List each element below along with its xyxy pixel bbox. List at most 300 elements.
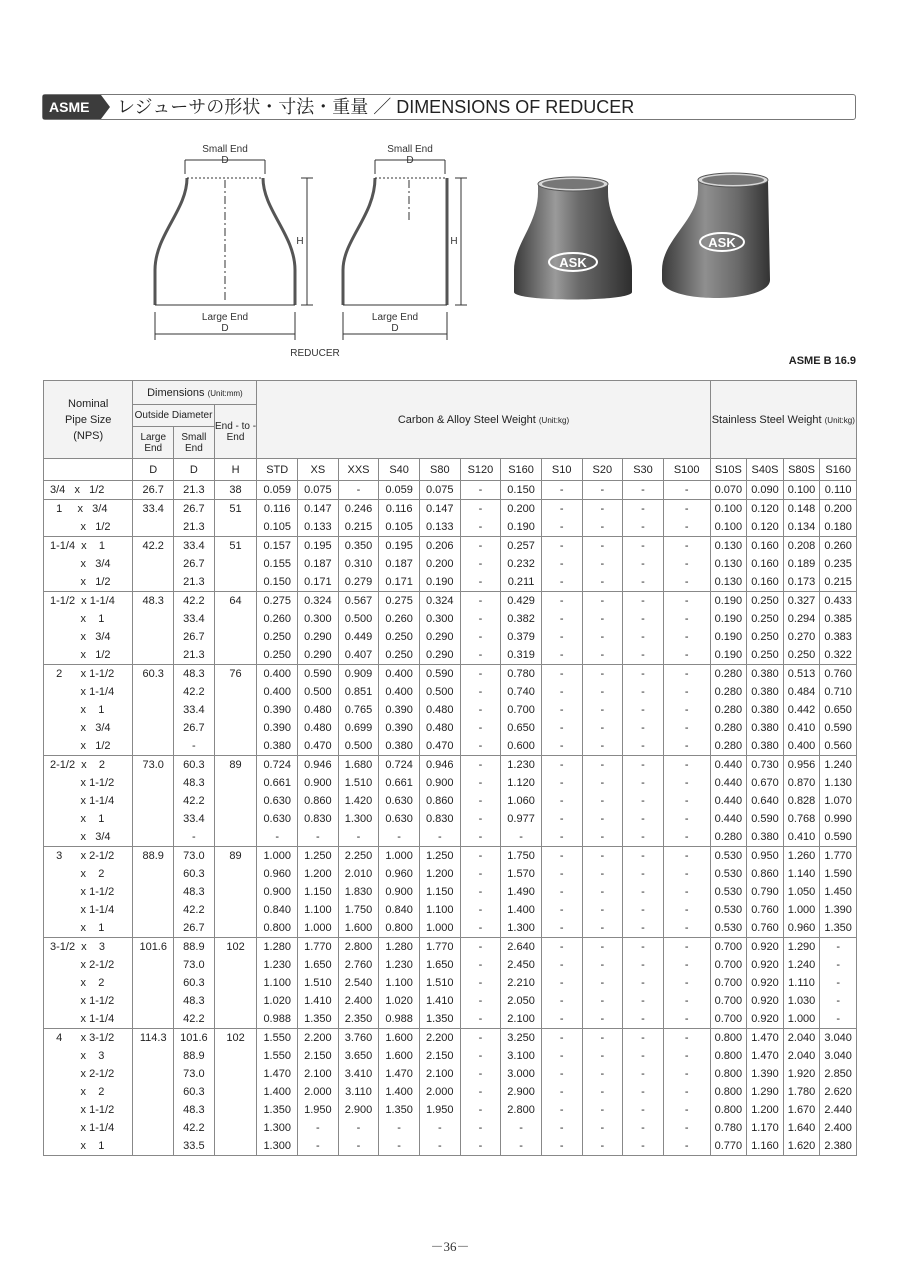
table-cell: 0.600	[501, 737, 542, 756]
table-cell: -	[460, 646, 501, 665]
table-cell: 1.650	[298, 956, 339, 974]
table-cell: 42.2	[174, 1119, 215, 1137]
table-cell: 0.920	[747, 974, 784, 992]
table-row	[44, 938, 857, 957]
table-row	[44, 992, 857, 1010]
table-cell: 0.800	[710, 1083, 747, 1101]
table-cell: -	[582, 938, 623, 957]
table-cell: 0.383	[820, 628, 857, 646]
table-cell: -	[663, 901, 710, 919]
table-cell: 26.7	[174, 555, 215, 573]
table-cell: 1.350	[379, 1101, 420, 1119]
table-cell: 1.130	[820, 774, 857, 792]
table-cell: 2.100	[419, 1065, 460, 1083]
table-cell: 0.133	[298, 518, 339, 537]
table-cell: 26.7	[133, 481, 174, 500]
table-cell: 0.190	[419, 573, 460, 592]
table-cell	[214, 992, 257, 1010]
table-cell: -	[541, 847, 582, 866]
table-cell: 88.9	[174, 1047, 215, 1065]
table-cell: 0.260	[257, 610, 298, 628]
table-cell: 0.840	[379, 901, 420, 919]
table-cell: 0.590	[419, 665, 460, 684]
table-cell: 0.380	[747, 665, 784, 684]
table-row	[44, 956, 857, 974]
concentric-reducer-photo	[512, 174, 634, 306]
small-end-text: Small End	[387, 144, 433, 155]
table-cell	[133, 683, 174, 701]
table-cell	[214, 1137, 257, 1156]
table-cell: -	[419, 828, 460, 847]
table-cell: 0.070	[710, 481, 747, 500]
table-cell: -	[501, 1119, 542, 1137]
table-cell: -	[338, 481, 379, 500]
table-cell: 0.390	[257, 719, 298, 737]
table-cell: 0.988	[257, 1010, 298, 1029]
table-cell: 1.000	[379, 847, 420, 866]
large-end-label-2	[360, 312, 430, 334]
table-cell: 0.324	[419, 592, 460, 611]
table-cell: 102	[214, 938, 257, 957]
table-cell: 0.200	[419, 555, 460, 573]
table-cell: 0.180	[820, 518, 857, 537]
table-cell: 0.350	[338, 537, 379, 556]
large-end-label-1	[190, 312, 260, 334]
ask-logo-2: ASK	[708, 235, 736, 250]
table-cell: 0.280	[710, 701, 747, 719]
table-cell: -	[623, 518, 664, 537]
table-cell: 0.790	[747, 883, 784, 901]
table-cell: 2.800	[501, 1101, 542, 1119]
table-cell: -	[623, 537, 664, 556]
tag-arrow-icon	[101, 95, 110, 119]
table-cell: 73.0	[174, 847, 215, 866]
table-cell: 0.956	[783, 756, 820, 775]
table-cell: -	[460, 956, 501, 974]
table-cell: 1.350	[820, 919, 857, 938]
table-row	[44, 774, 857, 792]
large-end-text: Large End	[201, 312, 249, 323]
table-cell: 1.510	[419, 974, 460, 992]
table-cell: -	[582, 792, 623, 810]
table-cell: 0.173	[783, 573, 820, 592]
nps-cell: x 1	[44, 1137, 133, 1156]
nps-cell: 2 x 1-1/2	[44, 665, 133, 684]
table-cell: 0.250	[747, 592, 784, 611]
table-cell: 0.700	[710, 1010, 747, 1029]
table-cell: 0.211	[501, 573, 542, 592]
table-cell: -	[460, 1119, 501, 1137]
table-cell: -	[541, 537, 582, 556]
table-cell: 2.400	[338, 992, 379, 1010]
table-cell: -	[623, 555, 664, 573]
table-cell: 26.7	[174, 628, 215, 646]
table-row	[44, 883, 857, 901]
table-cell: -	[541, 828, 582, 847]
dimensions-header	[133, 381, 257, 405]
table-cell: 89	[214, 847, 257, 866]
table-cell: -	[541, 628, 582, 646]
column-code: S30	[623, 459, 664, 481]
nps-cell: x 1/2	[44, 573, 133, 592]
table-cell: -	[663, 1137, 710, 1156]
table-cell: -	[663, 555, 710, 573]
table-cell: 2.900	[501, 1083, 542, 1101]
table-cell	[214, 737, 257, 756]
table-cell	[133, 737, 174, 756]
empty-code-cell	[44, 459, 133, 481]
nps-cell: x 2-1/2	[44, 1065, 133, 1083]
table-cell: 1.020	[379, 992, 420, 1010]
table-cell: 0.380	[747, 701, 784, 719]
nps-header	[44, 381, 133, 459]
table-cell: 1.000	[419, 919, 460, 938]
table-cell: 0.470	[419, 737, 460, 756]
stainless-weight-text: Stainless Steel Weight	[711, 413, 822, 426]
table-cell: 2.100	[298, 1065, 339, 1083]
table-cell: 0.860	[419, 792, 460, 810]
table-cell	[214, 792, 257, 810]
table-cell: -	[623, 1083, 664, 1101]
table-cell: -	[623, 847, 664, 866]
table-row	[44, 1010, 857, 1029]
table-cell: -	[582, 901, 623, 919]
table-cell: -	[298, 1137, 339, 1156]
table-cell: 0.400	[783, 737, 820, 756]
table-cell: -	[623, 1029, 664, 1048]
table-cell: -	[663, 1010, 710, 1029]
table-cell: 0.380	[257, 737, 298, 756]
table-cell: 0.270	[783, 628, 820, 646]
table-cell: 3.760	[338, 1029, 379, 1048]
table-cell	[214, 774, 257, 792]
table-cell: 0.250	[379, 646, 420, 665]
small-d-text: D	[406, 155, 414, 166]
table-cell: 0.208	[783, 537, 820, 556]
table-cell: 42.2	[133, 537, 174, 556]
table-cell: 0.530	[710, 847, 747, 866]
table-cell: 1.070	[820, 792, 857, 810]
table-cell: -	[623, 919, 664, 938]
table-cell: -	[298, 828, 339, 847]
table-cell	[214, 1083, 257, 1101]
table-row	[44, 847, 857, 866]
table-cell	[133, 1047, 174, 1065]
table-cell: 0.187	[298, 555, 339, 573]
table-cell	[133, 774, 174, 792]
table-cell: 0.310	[338, 555, 379, 573]
nps-cell: x 1/2	[44, 518, 133, 537]
table-cell: -	[623, 573, 664, 592]
table-cell: -	[582, 1137, 623, 1156]
table-cell: -	[582, 1047, 623, 1065]
table-cell: 0.250	[257, 628, 298, 646]
table-cell: -	[541, 1047, 582, 1065]
table-cell	[214, 919, 257, 938]
table-cell: 0.116	[379, 500, 420, 519]
table-cell	[214, 1065, 257, 1083]
table-cell: -	[541, 1029, 582, 1048]
table-cell: 1.200	[747, 1101, 784, 1119]
table-cell: 0.960	[257, 865, 298, 883]
table-cell: -	[338, 828, 379, 847]
table-cell: -	[582, 719, 623, 737]
column-code: S10	[541, 459, 582, 481]
table-cell: 1.250	[419, 847, 460, 866]
column-code: S40S	[747, 459, 784, 481]
table-cell: -	[460, 665, 501, 684]
table-cell: 114.3	[133, 1029, 174, 1048]
table-cell: -	[501, 1137, 542, 1156]
table-cell: 0.290	[419, 628, 460, 646]
table-cell: 38	[214, 481, 257, 500]
table-cell: -	[541, 701, 582, 719]
ask-logo-1: ASK	[559, 255, 587, 270]
table-cell: -	[582, 518, 623, 537]
table-cell: 1.570	[501, 865, 542, 883]
table-cell: 1.200	[419, 865, 460, 883]
table-cell: 3.250	[501, 1029, 542, 1048]
table-cell: -	[582, 737, 623, 756]
table-cell	[214, 555, 257, 573]
table-cell: 0.920	[747, 1010, 784, 1029]
table-cell: -	[460, 537, 501, 556]
table-cell: -	[582, 865, 623, 883]
table-cell: 0.382	[501, 610, 542, 628]
table-cell: -	[663, 500, 710, 519]
table-cell: 1.100	[379, 974, 420, 992]
table-cell: 0.449	[338, 628, 379, 646]
table-cell: 1.250	[298, 847, 339, 866]
table-cell: 0.280	[710, 665, 747, 684]
table-cell: 0.380	[379, 737, 420, 756]
table-cell: 2.040	[783, 1047, 820, 1065]
table-cell: -	[460, 592, 501, 611]
table-cell: -	[623, 938, 664, 957]
table-cell: 60.3	[174, 974, 215, 992]
table-cell: 0.710	[820, 683, 857, 701]
table-cell: -	[541, 573, 582, 592]
table-cell: 48.3	[174, 992, 215, 1010]
table-cell: 0.960	[379, 865, 420, 883]
table-cell: 0.724	[379, 756, 420, 775]
standard-label: ASME B 16.9	[788, 355, 856, 367]
table-cell: 1.400	[379, 1083, 420, 1101]
table-cell: 1.120	[501, 774, 542, 792]
table-cell: -	[460, 610, 501, 628]
table-cell: -	[582, 500, 623, 519]
nps-cell: x 2-1/2	[44, 956, 133, 974]
stainless-weight-header	[710, 381, 856, 459]
table-cell: -	[663, 883, 710, 901]
table-cell: 0.110	[820, 481, 857, 500]
nps-cell: x 2	[44, 974, 133, 992]
table-cell: 0.724	[257, 756, 298, 775]
table-cell	[133, 792, 174, 810]
table-cell: -	[257, 828, 298, 847]
table-cell	[133, 1010, 174, 1029]
table-cell	[133, 865, 174, 883]
table-cell: 0.500	[298, 683, 339, 701]
table-cell: 0.440	[710, 756, 747, 775]
table-cell: 48.3	[174, 883, 215, 901]
table-cell: 0.988	[379, 1010, 420, 1029]
table-cell	[133, 1137, 174, 1156]
nps-cell: 3-1/2 x 3	[44, 938, 133, 957]
table-cell: 102	[214, 1029, 257, 1048]
table-cell: 2.400	[820, 1119, 857, 1137]
table-cell: -	[582, 756, 623, 775]
table-cell: 26.7	[174, 500, 215, 519]
nps-cell: 1-1/2 x 1-1/4	[44, 592, 133, 611]
table-cell: 0.246	[338, 500, 379, 519]
table-cell: 0.765	[338, 701, 379, 719]
nps-cell: x 1-1/4	[44, 1010, 133, 1029]
table-cell: 0.400	[379, 683, 420, 701]
table-cell: 0.200	[501, 500, 542, 519]
table-cell: 0.800	[710, 1029, 747, 1048]
table-cell: 42.2	[174, 792, 215, 810]
large-end-text: Large End	[371, 312, 419, 323]
table-cell: 0.870	[783, 774, 820, 792]
table-cell: 0.530	[710, 901, 747, 919]
table-cell: 48.3	[174, 665, 215, 684]
table-cell: -	[663, 646, 710, 665]
table-cell: 1.230	[257, 956, 298, 974]
table-cell: -	[541, 938, 582, 957]
table-cell: -	[379, 1119, 420, 1137]
table-cell: 0.171	[379, 573, 420, 592]
table-cell	[133, 518, 174, 537]
table-row	[44, 500, 857, 519]
column-code: H	[214, 459, 257, 481]
table-cell: 3.100	[501, 1047, 542, 1065]
nps-cell: 4 x 3-1/2	[44, 1029, 133, 1048]
table-cell: -	[623, 1065, 664, 1083]
nps-cell: x 3	[44, 1047, 133, 1065]
table-cell: 1.510	[298, 974, 339, 992]
table-cell: 0.116	[257, 500, 298, 519]
table-cell: 2.010	[338, 865, 379, 883]
table-cell: 0.860	[747, 865, 784, 883]
table-row	[44, 1101, 857, 1119]
table-cell	[133, 828, 174, 847]
table-cell: 0.650	[820, 701, 857, 719]
table-cell: 0.250	[783, 646, 820, 665]
table-cell: 1.830	[338, 883, 379, 901]
table-cell: -	[501, 828, 542, 847]
nps-cell: x 1-1/4	[44, 683, 133, 701]
table-cell: 1.240	[820, 756, 857, 775]
table-cell: -	[623, 646, 664, 665]
table-cell: 1.510	[338, 774, 379, 792]
table-cell: -	[623, 792, 664, 810]
table-cell: 0.650	[501, 719, 542, 737]
table-cell: 0.206	[419, 537, 460, 556]
table-cell: -	[663, 828, 710, 847]
table-cell: 1.290	[783, 938, 820, 957]
table-cell: 0.275	[257, 592, 298, 611]
table-cell: 0.440	[710, 774, 747, 792]
table-cell: -	[460, 756, 501, 775]
table-cell: -	[582, 683, 623, 701]
nps-cell: x 1	[44, 919, 133, 938]
table-cell: 1.550	[257, 1047, 298, 1065]
table-cell: -	[623, 883, 664, 901]
table-cell: 0.909	[338, 665, 379, 684]
table-cell: 0.480	[419, 719, 460, 737]
table-cell: 42.2	[174, 683, 215, 701]
table-cell: -	[460, 1065, 501, 1083]
table-cell: 0.275	[379, 592, 420, 611]
table-cell: -	[541, 756, 582, 775]
table-cell: 0.590	[747, 810, 784, 828]
table-cell: 60.3	[174, 1083, 215, 1101]
stainless-unit: (Unit:kg)	[824, 415, 855, 425]
table-cell: 73.0	[174, 1065, 215, 1083]
table-cell: 0.134	[783, 518, 820, 537]
table-cell: 51	[214, 500, 257, 519]
table-cell: 0.279	[338, 573, 379, 592]
table-cell: 0.920	[747, 938, 784, 957]
table-cell: 0.590	[820, 719, 857, 737]
table-cell: 0.250	[747, 628, 784, 646]
nps-cell: x 1-1/2	[44, 1101, 133, 1119]
table-cell: -	[460, 628, 501, 646]
table-cell: -	[541, 500, 582, 519]
table-cell: -	[582, 974, 623, 992]
table-row	[44, 628, 857, 646]
table-cell: 0.960	[783, 919, 820, 938]
table-cell: 0.380	[747, 737, 784, 756]
table-cell: 0.900	[419, 774, 460, 792]
h-label-1: H	[296, 236, 304, 247]
table-row	[44, 481, 857, 500]
table-cell: -	[582, 537, 623, 556]
table-cell: -	[582, 701, 623, 719]
dimensions-text: Dimensions	[147, 386, 205, 399]
column-code-row	[44, 459, 857, 481]
table-cell: -	[541, 956, 582, 974]
table-cell: 2.250	[338, 847, 379, 866]
table-cell: 21.3	[174, 518, 215, 537]
table-cell: -	[623, 774, 664, 792]
nps-cell: 3/4 x 1/2	[44, 481, 133, 500]
table-cell: 1.600	[379, 1047, 420, 1065]
table-cell: 0.400	[257, 683, 298, 701]
table-cell: 0.148	[783, 500, 820, 519]
table-cell: 101.6	[174, 1029, 215, 1048]
table-cell: -	[663, 683, 710, 701]
table-cell: 2.760	[338, 956, 379, 974]
table-cell: -	[541, 646, 582, 665]
table-cell: 0.760	[747, 901, 784, 919]
dimensions-unit: (Unit:mm)	[207, 388, 243, 398]
table-cell: -	[663, 518, 710, 537]
column-code: S10S	[710, 459, 747, 481]
table-cell: 0.150	[501, 481, 542, 500]
table-cell: -	[820, 1010, 857, 1029]
table-cell: 0.190	[710, 610, 747, 628]
table-cell: 1.260	[783, 847, 820, 866]
table-cell: 2.800	[338, 938, 379, 957]
table-cell: 0.920	[747, 956, 784, 974]
table-cell: -	[663, 774, 710, 792]
table-cell: 33.4	[174, 610, 215, 628]
carbon-weight-text: Carbon & Alloy Steel Weight	[397, 413, 536, 426]
nps-cell: x 1	[44, 810, 133, 828]
table-cell: 0.830	[298, 810, 339, 828]
